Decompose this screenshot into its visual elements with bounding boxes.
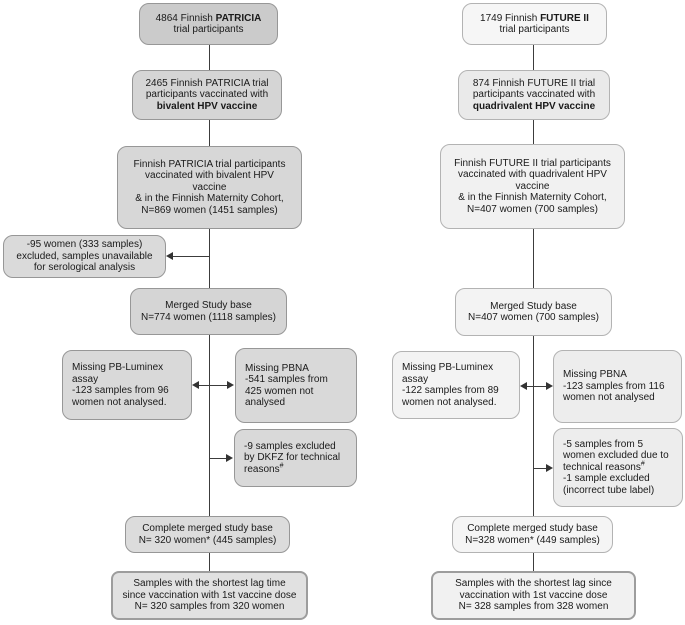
patricia-vaccinated-box [132, 70, 282, 120]
future2-technical-excluded-box [553, 428, 683, 507]
arrow-left-icon [166, 252, 173, 260]
text-segment: technical reasons [563, 461, 641, 473]
text-line: Finnish FUTURE II trial participants [454, 157, 611, 169]
patricia-shortest-lag-box [111, 571, 308, 620]
patricia-missing-luminex-box [62, 350, 192, 420]
arrow-right-icon [546, 382, 553, 390]
text-line: women not analysed [563, 392, 655, 404]
text-line: & in the Finnish Maternity Cohort, [135, 193, 284, 205]
arrow-left-icon [192, 381, 199, 389]
text-line: participants vaccinated with [472, 89, 596, 101]
arrow-right-icon [546, 464, 553, 472]
text-line: Missing PBNA [245, 362, 309, 374]
patricia-dkfz-excluded-box [234, 429, 357, 487]
future2-missing-luminex-box [392, 351, 520, 419]
text-line: 874 Finnish FUTURE II trial [472, 77, 596, 89]
text-line: women not analysed. [402, 396, 497, 408]
text-line [156, 13, 262, 25]
hash-superscript: # [279, 462, 284, 470]
text-line: N=774 women (1118 samples) [141, 311, 276, 323]
arrow-left-icon [520, 382, 527, 390]
text-line: 425 women not [245, 385, 314, 397]
text-line: women excluded due to [563, 450, 669, 462]
text-line: assay [72, 373, 99, 385]
text-line [244, 464, 283, 476]
patricia-missing-pbna-box [235, 348, 357, 423]
text-line: Missing PB-Luminex [402, 362, 494, 373]
text-line: -123 samples from 116 [563, 380, 665, 392]
text-line: trial participants [499, 24, 570, 35]
future2-shortest-lag-box [431, 571, 636, 620]
text-segment: reasons [244, 463, 280, 475]
patricia-assay-arrow-line [198, 385, 228, 386]
text-segment: 1749 Finnish [480, 12, 541, 24]
text-line: -1 sample excluded [563, 473, 650, 485]
patricia-participants-box [139, 3, 278, 45]
text-line: N=328 women* (449 samples) [465, 534, 600, 546]
text-line: vaccinated with quadrivalent HPV [458, 169, 607, 181]
text-line: Missing PBNA [563, 369, 627, 381]
text-line: -5 samples from 5 [563, 438, 644, 450]
text-line: excluded, samples unavailable [16, 250, 153, 262]
text-line: for serological analysis [33, 262, 136, 274]
text-line: Finnish PATRICIA trial participants [133, 158, 286, 170]
future2-missing-pbna-box [553, 350, 682, 423]
text-line: vaccine [192, 181, 227, 193]
text-line: N= 320 women* (445 samples) [138, 534, 277, 546]
text-line: vaccine [515, 180, 550, 192]
text-line: analysed [245, 397, 286, 408]
text-line: Samples with the shortest lag since [455, 578, 612, 590]
text-line: assay [402, 373, 429, 385]
text-line: Complete merged study base [142, 523, 273, 534]
text-line: trial participants [173, 24, 244, 35]
text-segment-bold: PATRICIA [215, 12, 262, 24]
text-segment-bold: bivalent HPV vaccine [156, 100, 258, 112]
text-line: Merged Study base [165, 300, 252, 311]
text-line: -95 women (333 samples) [26, 239, 143, 251]
text-line: -123 samples from 96 [72, 385, 169, 396]
text-line: Complete merged study base [467, 523, 598, 534]
text-line: N=407 women (700 samples) [468, 312, 599, 323]
text-line: vaccinated with bivalent HPV [145, 170, 274, 182]
text-line: N= 328 samples from 328 women [458, 601, 609, 613]
text-line: participants vaccinated with [145, 89, 269, 101]
text-segment: 4864 Finnish [155, 12, 216, 24]
text-line: by DKFZ for technical [244, 452, 341, 464]
text-segment-bold: quadrivalent HPV vaccine [472, 100, 596, 112]
patricia-cohort-box [117, 146, 302, 229]
text-line: Merged Study base [490, 300, 577, 312]
text-line: -122 samples from 89 [402, 385, 499, 396]
text-line: N=407 women (700 samples) [467, 203, 598, 215]
text-line: women not analysed. [72, 396, 167, 408]
future2-merged-base-box [455, 288, 612, 336]
text-line: Missing PB-Luminex [72, 362, 164, 373]
text-line: -9 samples excluded [244, 440, 336, 452]
text-line: & in the Finnish Maternity Cohort, [458, 192, 607, 204]
text-line: vaccination with 1st vaccine dose [459, 589, 608, 601]
future2-cohort-box [440, 144, 625, 229]
patricia-excluded-box [3, 235, 166, 278]
text-line: since vaccination with 1st vaccine dose [122, 589, 297, 601]
text-line [563, 462, 645, 474]
patricia-merged-base-box [130, 288, 287, 335]
text-line: N=869 women (1451 samples) [141, 204, 278, 216]
patricia-excluded-arrow-line [172, 256, 209, 257]
text-segment-bold: FUTURE II [540, 12, 589, 24]
text-line [473, 101, 595, 113]
text-line: (incorrect tube label) [563, 484, 655, 496]
text-line: 2465 Finnish PATRICIA trial [145, 77, 269, 89]
future2-assay-arrow-line [526, 386, 548, 387]
patricia-complete-base-box [125, 516, 290, 553]
future2-participants-box [462, 3, 607, 45]
text-line: -541 samples from [245, 374, 328, 385]
text-line [157, 101, 258, 113]
future2-vaccinated-box [458, 70, 610, 120]
text-line: N= 320 samples from 320 women [134, 601, 285, 613]
future2-complete-base-box [452, 516, 613, 553]
arrow-right-icon [226, 454, 233, 462]
text-line: Samples with the shortest lag time [133, 578, 286, 590]
arrow-right-icon [227, 381, 234, 389]
hash-superscript: # [640, 460, 645, 468]
text-line [480, 13, 589, 25]
